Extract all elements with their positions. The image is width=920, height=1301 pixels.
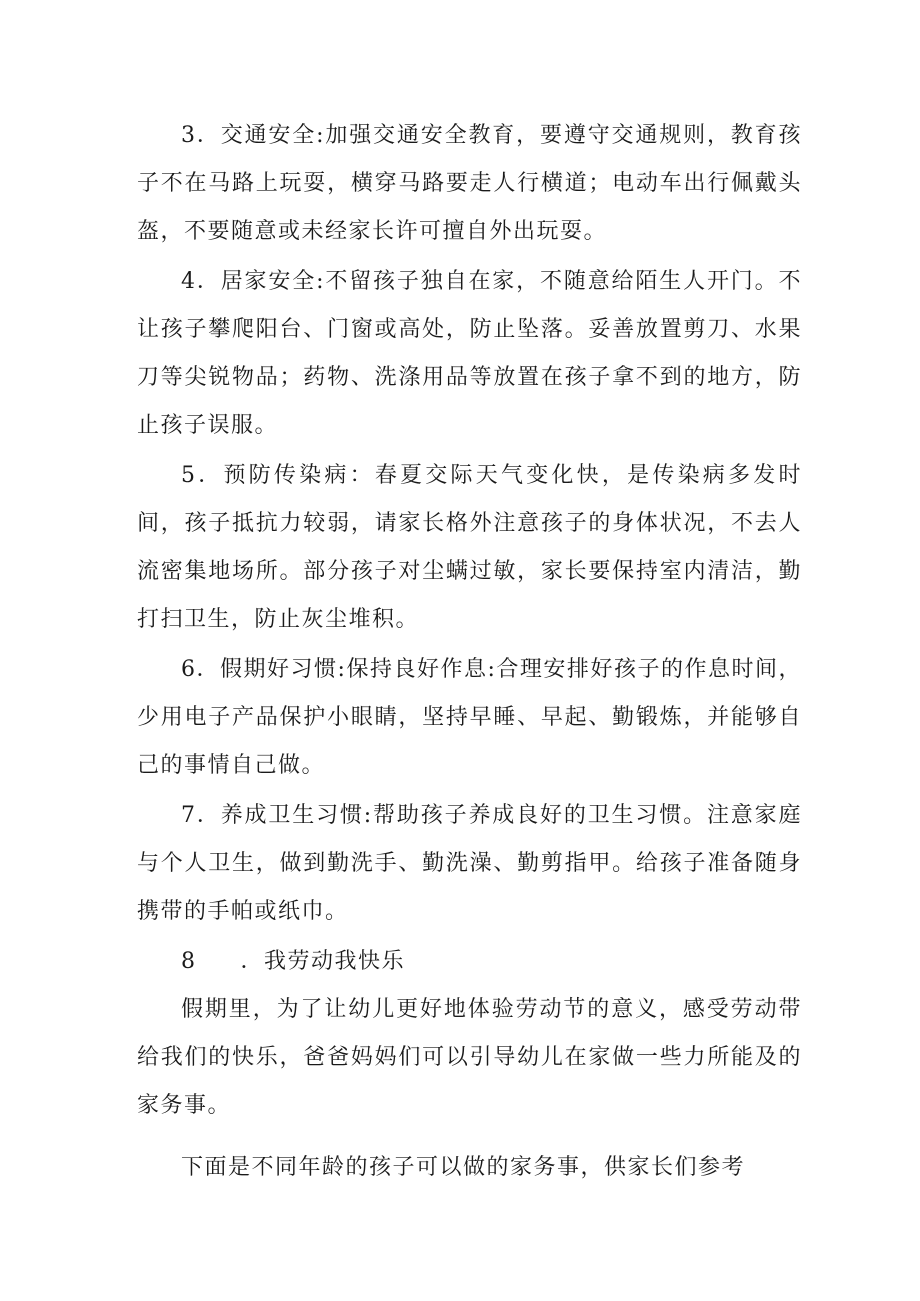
paragraph-disease-prevention: 5．预防传染病：春夏交际天气变化快，是传染病多发时间，孩子抵抗力较弱，请家长格外注意孩子的身体状况，不去人流密集地场所。部分孩子对尘螨过敏，家长要保持室内清洁，勤打扫卫生，防止灰尘堆积。 xyxy=(137,463,802,632)
paragraph-home-safety: 4．居家安全:不留孩子独自在家，不随意给陌生人开门。不让孩子攀爬阳台、门窗或高处，防止坠落。妥善放置剪刀、水果刀等尖锐物品；药物、洗涤用品等放置在孩子拿不到的地方，防止孩子误服。 xyxy=(137,269,802,438)
paragraph-hygiene-habits: 7．养成卫生习惯:帮助孩子养成良好的卫生习惯。注意家庭与个人卫生，做到勤洗手、勤洗澡、勤剪指甲。给孩子准备随身携带的手帕或纸巾。 xyxy=(137,803,802,924)
paragraph-labor-intro: 假期里，为了让幼儿更好地体验劳动节的意义，感受劳动带给我们的快乐，爸爸妈妈们可以引导幼儿在家做一些力所能及的家务事。 xyxy=(137,997,802,1118)
paragraph-traffic-safety: 3．交通安全:加强交通安全教育，要遵守交通规则，教育孩子不在马路上玩耍，横穿马路要走人行横道；电动车出行佩戴头盔，不要随意或未经家长许可擅自外出玩耍。 xyxy=(137,123,802,244)
section-heading-labor xyxy=(137,938,802,986)
paragraph-holiday-habits: 6．假期好习惯:保持良好作息:合理安排好孩子的作息时间，少用电子产品保护小眼睛，坚持早睡、早起、勤锻炼，并能够自己的事情自己做。 xyxy=(137,657,802,778)
section-number: 8 xyxy=(181,949,197,974)
paragraph-closing: 下面是不同年龄的孩子可以做的家务事，供家长们参考 xyxy=(181,1155,746,1180)
section-title: ．我劳动我快乐 xyxy=(240,949,406,974)
